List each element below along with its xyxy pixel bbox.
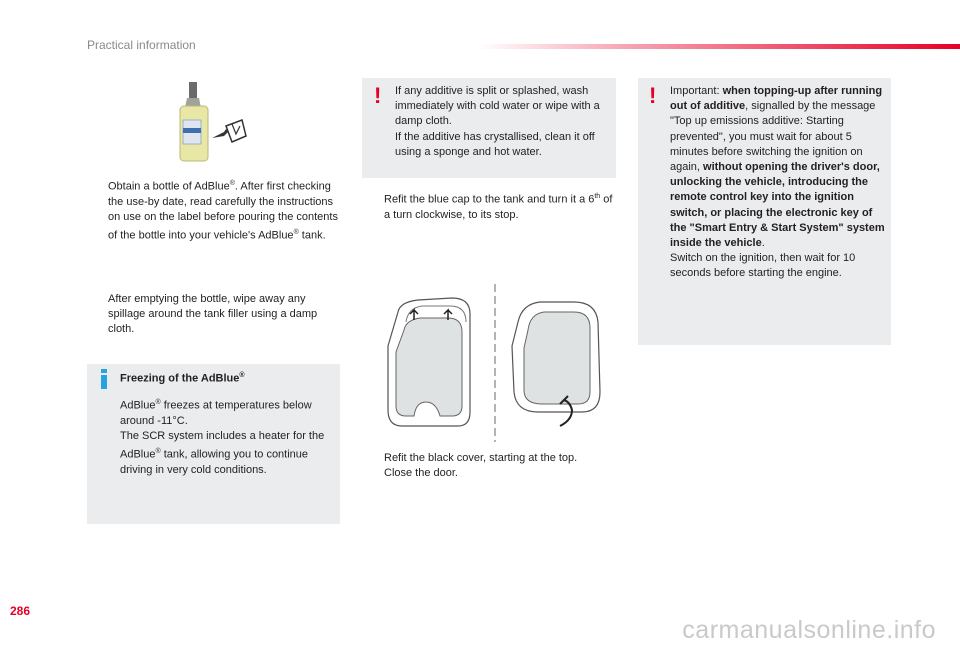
- step-wipe-spillage-text: After emptying the bottle, wipe away any spillage around the tank filler using a damp cloth.: [108, 293, 318, 335]
- warning-spill-line-2: If the additive has crystallised, clean it off using a sponge and hot water.: [395, 130, 595, 158]
- warning-icon: !: [649, 83, 657, 108]
- step-refit-cap: [363, 189, 613, 223]
- step-obtain-bottle: [87, 176, 339, 243]
- step-obtain-bottle-text: Obtain a bottle of AdBlue®. After first checking the use-by date, read carefully the instructions on use on the label before pouring the contents of the bottle into your vehicle's AdBlue® tank.: [108, 180, 338, 242]
- header-bar: [478, 44, 960, 49]
- warning-box-spill-body: [395, 84, 610, 160]
- cover-left-panel: [396, 318, 462, 416]
- cover-refit-illustration: [378, 282, 610, 446]
- warning-box-important-body: [670, 84, 885, 282]
- step-refit-cover-text: Refit the black cover, starting at the top.: [384, 452, 578, 464]
- step-refit-cover: [363, 451, 613, 466]
- info-line-2: The SCR system includes a heater for the AdBlue® tank, allowing you to continue driving in very cold conditions.: [120, 430, 325, 477]
- warning-important-line-1: Important: when topping-up after running out of additive, signalled by the message "Top up emissions additive: Starting prevented", you must wait for about 5 minutes before switching the ignition on again, without opening the driver's door, unlocking the vehicle, introducing the remote control key into the ignition switch, or placing the electronic key of the "Smart Entry & Start System" system inside the vehicle.: [670, 85, 885, 250]
- bottle-label-band: [183, 128, 201, 133]
- step-refit-cap-text: Refit the blue cap to the tank and turn it a 6th of a turn clockwise, to its stop.: [384, 193, 613, 221]
- info-line-1: AdBlue® freezes at temperatures below around -11°C.: [120, 399, 312, 427]
- bottle-cap: [189, 82, 197, 98]
- nozzle-detail: [232, 124, 240, 134]
- info-box-title: Freezing of the AdBlue®: [120, 372, 245, 385]
- warning-important-line-2: Switch on the ignition, then wait for 10 seconds before starting the engine.: [670, 252, 856, 280]
- info-icon: [100, 369, 108, 389]
- info-box-body: [120, 395, 335, 478]
- step-close-door-text: Close the door.: [384, 467, 458, 479]
- nozzle-outline: [226, 120, 246, 142]
- cover-right-panel: [524, 312, 590, 404]
- step-close-door: [363, 466, 613, 481]
- watermark: carmanualsonline.info: [682, 616, 936, 644]
- pour-arrow: [212, 129, 228, 138]
- page-number: 286: [10, 604, 31, 618]
- section-title: Practical information: [87, 38, 196, 52]
- warning-spill-line-1: If any additive is split or splashed, wash immediately with cold water or wipe with a damp cloth.: [395, 85, 600, 128]
- step-wipe-spillage: [87, 292, 339, 337]
- adblue-bottle-illustration: [172, 80, 252, 166]
- warning-icon: !: [374, 83, 382, 108]
